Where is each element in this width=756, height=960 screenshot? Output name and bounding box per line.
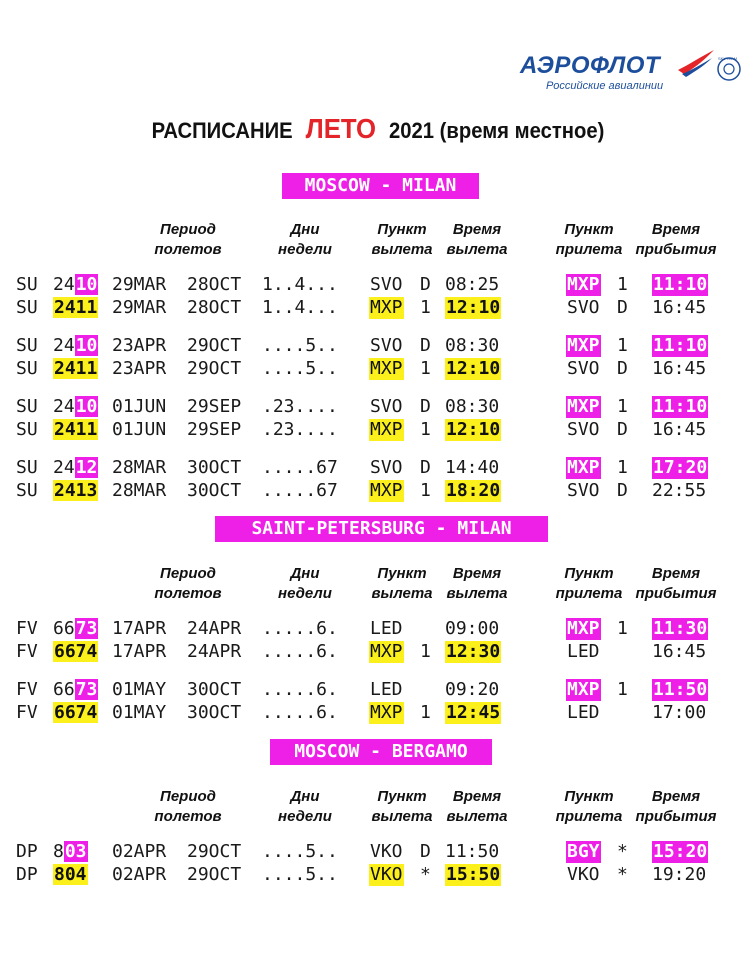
route-banner: MOSCOW - BERGAMO bbox=[270, 739, 492, 765]
arrival-airport: LED bbox=[567, 641, 600, 662]
column-header-line: прибытия bbox=[635, 241, 717, 258]
airline-code: SU bbox=[16, 457, 38, 478]
period-from: 01JUN bbox=[112, 396, 167, 417]
flight-number-highlight: 6674 bbox=[54, 702, 98, 723]
arrival-airport: MXP bbox=[567, 274, 600, 295]
flight-number bbox=[53, 274, 98, 296]
flight-number-highlight: 2411 bbox=[54, 297, 98, 318]
departure-terminal: D bbox=[420, 274, 431, 295]
flight-number-highlight: 2411 bbox=[54, 419, 98, 440]
airline-code: SU bbox=[16, 297, 38, 318]
wing-icon bbox=[676, 48, 716, 80]
arrival-terminal: D bbox=[617, 358, 628, 379]
column-header-line: полетов bbox=[154, 241, 222, 258]
column-header-arr-point bbox=[539, 787, 639, 827]
flight-number-prefix: 66 bbox=[53, 679, 75, 700]
days-of-week: .....6. bbox=[262, 641, 338, 662]
airline-code: FV bbox=[16, 679, 38, 700]
column-header-line: вылета bbox=[446, 241, 508, 258]
column-header-line: Пункт bbox=[377, 788, 427, 805]
days-of-week: .....67 bbox=[262, 457, 338, 478]
flight-number-highlight: 2413 bbox=[54, 480, 98, 501]
departure-terminal: D bbox=[420, 457, 431, 478]
column-header-arr-point bbox=[539, 564, 639, 604]
departure-airport: MXP bbox=[370, 702, 403, 723]
arrival-time: 17:20 bbox=[653, 457, 708, 478]
period-from: 17APR bbox=[112, 618, 167, 639]
airline-code: DP bbox=[16, 864, 38, 885]
column-header-arr-time bbox=[626, 220, 726, 260]
flight-number-prefix: 24 bbox=[53, 274, 75, 295]
column-header-line: Дни bbox=[290, 565, 320, 582]
departure-time: 12:10 bbox=[446, 297, 501, 318]
column-header-line: Время bbox=[651, 788, 701, 805]
period-from: 23APR bbox=[112, 335, 167, 356]
arrival-terminal: D bbox=[617, 480, 628, 501]
arrival-airport: MXP bbox=[567, 335, 600, 356]
arrival-terminal: 1 bbox=[617, 396, 628, 417]
column-header-line: Время bbox=[651, 565, 701, 582]
column-header-line: Пункт bbox=[564, 221, 614, 238]
days-of-week: .23.... bbox=[262, 419, 338, 440]
flight-number-prefix: 24 bbox=[53, 396, 75, 417]
airline-code: SU bbox=[16, 358, 38, 379]
period-to: 28OCT bbox=[187, 274, 242, 295]
flight-number bbox=[53, 419, 98, 441]
departure-airport: VKO bbox=[370, 841, 403, 862]
arrival-terminal: D bbox=[617, 419, 628, 440]
period-from: 29MAR bbox=[112, 274, 167, 295]
period-to: 24APR bbox=[187, 641, 242, 662]
column-header-dep-time bbox=[427, 220, 527, 260]
airline-code: FV bbox=[16, 618, 38, 639]
column-header-line: вылета bbox=[446, 808, 508, 825]
airline-code: DP bbox=[16, 841, 38, 862]
column-header-line: Период bbox=[160, 788, 216, 805]
arrival-airport: BGY bbox=[567, 841, 600, 862]
departure-terminal: 1 bbox=[420, 419, 431, 440]
route-banner: MOSCOW - MILAN bbox=[282, 173, 479, 199]
column-header-line: прилета bbox=[555, 241, 623, 258]
departure-time: 08:25 bbox=[445, 274, 500, 295]
title-after: 2021 (время местное) bbox=[389, 118, 605, 143]
departure-terminal: 1 bbox=[420, 358, 431, 379]
flight-row bbox=[0, 480, 756, 502]
departure-airport: SVO bbox=[370, 457, 403, 478]
days-of-week: ....5.. bbox=[262, 841, 338, 862]
period-from: 29MAR bbox=[112, 297, 167, 318]
flight-row bbox=[0, 396, 756, 418]
departure-airport: MXP bbox=[370, 297, 403, 318]
flight-row bbox=[0, 841, 756, 863]
departure-airport: SVO bbox=[370, 335, 403, 356]
days-of-week: ....5.. bbox=[262, 358, 338, 379]
column-header-arr-time bbox=[626, 564, 726, 604]
departure-time: 12:10 bbox=[446, 358, 501, 379]
period-to: 29OCT bbox=[187, 335, 242, 356]
departure-terminal: 1 bbox=[420, 641, 431, 662]
departure-time: 11:50 bbox=[445, 841, 500, 862]
period-from: 01MAY bbox=[112, 702, 167, 723]
svg-text:SKYTEAM: SKYTEAM bbox=[718, 56, 738, 61]
period-to: 30OCT bbox=[187, 480, 242, 501]
column-header-line: недели bbox=[278, 241, 332, 258]
period-from: 02APR bbox=[112, 841, 167, 862]
column-header-line: прибытия bbox=[635, 808, 717, 825]
title-before: РАСПИСАНИЕ bbox=[151, 118, 293, 143]
flight-number-prefix: 8 bbox=[53, 841, 64, 862]
arrival-terminal: 1 bbox=[617, 618, 628, 639]
flight-number bbox=[53, 396, 98, 418]
flight-row bbox=[0, 358, 756, 380]
flight-number-highlight: 6674 bbox=[54, 641, 98, 662]
arrival-airport: SVO bbox=[567, 358, 600, 379]
column-header-arr-time bbox=[626, 787, 726, 827]
airline-code: SU bbox=[16, 480, 38, 501]
column-header-line: вылета bbox=[371, 241, 433, 258]
arrival-time: 11:50 bbox=[653, 679, 708, 700]
column-header-dep-time bbox=[427, 564, 527, 604]
column-header-dep-time bbox=[427, 787, 527, 827]
flight-number-highlight: 804 bbox=[54, 864, 87, 885]
flight-number-highlight: 2411 bbox=[54, 358, 98, 379]
column-header-days bbox=[255, 787, 355, 827]
flight-row bbox=[0, 702, 756, 724]
arrival-time: 22:55 bbox=[652, 480, 707, 501]
arrival-terminal: * bbox=[617, 864, 628, 885]
days-of-week: 1..4... bbox=[262, 297, 338, 318]
departure-airport: SVO bbox=[370, 274, 403, 295]
period-from: 02APR bbox=[112, 864, 167, 885]
column-header-line: полетов bbox=[154, 808, 222, 825]
departure-time: 12:45 bbox=[446, 702, 501, 723]
flight-number-prefix: 66 bbox=[53, 618, 75, 639]
flight-row bbox=[0, 679, 756, 701]
airline-code: SU bbox=[16, 274, 38, 295]
airline-code: SU bbox=[16, 335, 38, 356]
flight-number-highlight: 12 bbox=[75, 457, 98, 478]
flight-number-highlight: 10 bbox=[75, 335, 98, 356]
column-header-line: Время bbox=[452, 565, 502, 582]
column-header-arr-point bbox=[539, 220, 639, 260]
airline-code: FV bbox=[16, 641, 38, 662]
period-to: 29SEP bbox=[187, 419, 242, 440]
column-header-line: недели bbox=[278, 808, 332, 825]
period-to: 29SEP bbox=[187, 396, 242, 417]
column-header-line: недели bbox=[278, 585, 332, 602]
period-to: 29OCT bbox=[187, 358, 242, 379]
airline-code: FV bbox=[16, 702, 38, 723]
arrival-terminal: 1 bbox=[617, 335, 628, 356]
period-from: 28MAR bbox=[112, 480, 167, 501]
flight-number bbox=[53, 297, 98, 319]
flight-number-prefix: 24 bbox=[53, 457, 75, 478]
departure-airport: MXP bbox=[370, 641, 403, 662]
departure-airport: LED bbox=[370, 679, 403, 700]
column-header-line: вылета bbox=[371, 808, 433, 825]
logo-text: АЭРОФЛОТ bbox=[520, 52, 661, 79]
arrival-airport: MXP bbox=[567, 618, 600, 639]
arrival-airport: SVO bbox=[567, 480, 600, 501]
column-header-period bbox=[138, 564, 238, 604]
flight-row bbox=[0, 297, 756, 319]
days-of-week: .....6. bbox=[262, 679, 338, 700]
column-header-line: полетов bbox=[154, 585, 222, 602]
arrival-terminal: * bbox=[617, 841, 628, 862]
arrival-time: 16:45 bbox=[652, 297, 707, 318]
column-header-line: Пункт bbox=[377, 565, 427, 582]
logo-subtitle: Российские авиалинии bbox=[546, 80, 664, 92]
departure-terminal: D bbox=[420, 841, 431, 862]
arrival-time: 16:45 bbox=[652, 641, 707, 662]
arrival-airport: LED bbox=[567, 702, 600, 723]
column-header-line: Пункт bbox=[377, 221, 427, 238]
days-of-week: .23.... bbox=[262, 396, 338, 417]
arrival-time: 19:20 bbox=[652, 864, 707, 885]
period-to: 30OCT bbox=[187, 702, 242, 723]
aeroflot-logo bbox=[520, 48, 745, 104]
column-header-days bbox=[255, 564, 355, 604]
departure-airport: MXP bbox=[370, 419, 403, 440]
period-to: 28OCT bbox=[187, 297, 242, 318]
days-of-week: .....67 bbox=[262, 480, 338, 501]
arrival-airport: SVO bbox=[567, 297, 600, 318]
arrival-terminal: 1 bbox=[617, 457, 628, 478]
days-of-week: ....5.. bbox=[262, 864, 338, 885]
arrival-time: 15:20 bbox=[653, 841, 708, 862]
period-to: 30OCT bbox=[187, 679, 242, 700]
airline-code: SU bbox=[16, 396, 38, 417]
flight-number-highlight: 10 bbox=[75, 274, 98, 295]
title-season: ЛЕТО bbox=[305, 113, 377, 144]
flight-row bbox=[0, 457, 756, 479]
arrival-airport: MXP bbox=[567, 679, 600, 700]
column-header-line: Дни bbox=[290, 788, 320, 805]
flight-number-highlight: 10 bbox=[75, 396, 98, 417]
period-from: 23APR bbox=[112, 358, 167, 379]
column-header-line: вылета bbox=[371, 585, 433, 602]
arrival-terminal: D bbox=[617, 297, 628, 318]
arrival-time: 16:45 bbox=[652, 358, 707, 379]
departure-airport: MXP bbox=[370, 480, 403, 501]
departure-time: 12:10 bbox=[446, 419, 501, 440]
period-to: 24APR bbox=[187, 618, 242, 639]
arrival-time: 11:10 bbox=[653, 335, 708, 356]
arrival-airport: VKO bbox=[567, 864, 600, 885]
period-from: 01MAY bbox=[112, 679, 167, 700]
departure-time: 12:30 bbox=[446, 641, 501, 662]
column-header-line: Период bbox=[160, 565, 216, 582]
departure-time: 15:50 bbox=[446, 864, 501, 885]
arrival-airport: MXP bbox=[567, 396, 600, 417]
column-header-line: прилета bbox=[555, 808, 623, 825]
departure-terminal: * bbox=[420, 864, 431, 885]
arrival-time: 11:10 bbox=[653, 396, 708, 417]
departure-airport: VKO bbox=[370, 864, 403, 885]
departure-airport: LED bbox=[370, 618, 403, 639]
departure-time: 09:20 bbox=[445, 679, 500, 700]
period-from: 28MAR bbox=[112, 457, 167, 478]
days-of-week: 1..4... bbox=[262, 274, 338, 295]
flight-row bbox=[0, 419, 756, 441]
departure-terminal: 1 bbox=[420, 702, 431, 723]
flight-number bbox=[53, 841, 88, 863]
flight-number bbox=[53, 641, 98, 663]
arrival-airport: MXP bbox=[567, 457, 600, 478]
flight-number-highlight: 03 bbox=[64, 841, 87, 862]
flight-number bbox=[53, 679, 98, 701]
flight-number-highlight: 73 bbox=[75, 618, 98, 639]
departure-terminal: 1 bbox=[420, 297, 431, 318]
airline-code: SU bbox=[16, 419, 38, 440]
column-header-line: Период bbox=[160, 221, 216, 238]
page-title bbox=[30, 113, 726, 145]
departure-time: 09:00 bbox=[445, 618, 500, 639]
flight-number bbox=[53, 618, 98, 640]
days-of-week: .....6. bbox=[262, 702, 338, 723]
departure-time: 08:30 bbox=[445, 396, 500, 417]
arrival-terminal: 1 bbox=[617, 274, 628, 295]
column-header-line: Время bbox=[651, 221, 701, 238]
flight-row bbox=[0, 274, 756, 296]
departure-terminal: 1 bbox=[420, 480, 431, 501]
arrival-terminal: 1 bbox=[617, 679, 628, 700]
departure-airport: SVO bbox=[370, 396, 403, 417]
column-header-line: вылета bbox=[446, 585, 508, 602]
arrival-time: 17:00 bbox=[652, 702, 707, 723]
column-header-line: Время bbox=[452, 221, 502, 238]
flight-number bbox=[53, 480, 98, 502]
departure-airport: MXP bbox=[370, 358, 403, 379]
arrival-time: 11:10 bbox=[653, 274, 708, 295]
flight-number-highlight: 73 bbox=[75, 679, 98, 700]
arrival-airport: SVO bbox=[567, 419, 600, 440]
arrival-time: 11:30 bbox=[653, 618, 708, 639]
departure-terminal: D bbox=[420, 396, 431, 417]
period-from: 01JUN bbox=[112, 419, 167, 440]
flight-row bbox=[0, 618, 756, 640]
flight-number bbox=[53, 335, 98, 357]
column-header-line: Время bbox=[452, 788, 502, 805]
column-header-line: прибытия bbox=[635, 585, 717, 602]
period-to: 30OCT bbox=[187, 457, 242, 478]
flight-number bbox=[53, 864, 88, 886]
column-header-line: Пункт bbox=[564, 565, 614, 582]
flight-row bbox=[0, 335, 756, 357]
departure-time: 18:20 bbox=[446, 480, 501, 501]
period-from: 17APR bbox=[112, 641, 167, 662]
departure-time: 08:30 bbox=[445, 335, 500, 356]
flight-row bbox=[0, 864, 756, 886]
skyteam-icon bbox=[716, 56, 742, 82]
flight-row bbox=[0, 641, 756, 663]
flight-number bbox=[53, 702, 98, 724]
flight-number-prefix: 24 bbox=[53, 335, 75, 356]
column-header-line: Пункт bbox=[564, 788, 614, 805]
days-of-week: ....5.. bbox=[262, 335, 338, 356]
period-to: 29OCT bbox=[187, 841, 242, 862]
column-header-period bbox=[138, 787, 238, 827]
column-header-period bbox=[138, 220, 238, 260]
period-to: 29OCT bbox=[187, 864, 242, 885]
departure-time: 14:40 bbox=[445, 457, 500, 478]
column-header-days bbox=[255, 220, 355, 260]
flight-number bbox=[53, 457, 98, 479]
days-of-week: .....6. bbox=[262, 618, 338, 639]
arrival-time: 16:45 bbox=[652, 419, 707, 440]
column-header-line: Дни bbox=[290, 221, 320, 238]
route-banner: SAINT-PETERSBURG - MILAN bbox=[215, 516, 548, 542]
column-header-line: прилета bbox=[555, 585, 623, 602]
departure-terminal: D bbox=[420, 335, 431, 356]
flight-number bbox=[53, 358, 98, 380]
